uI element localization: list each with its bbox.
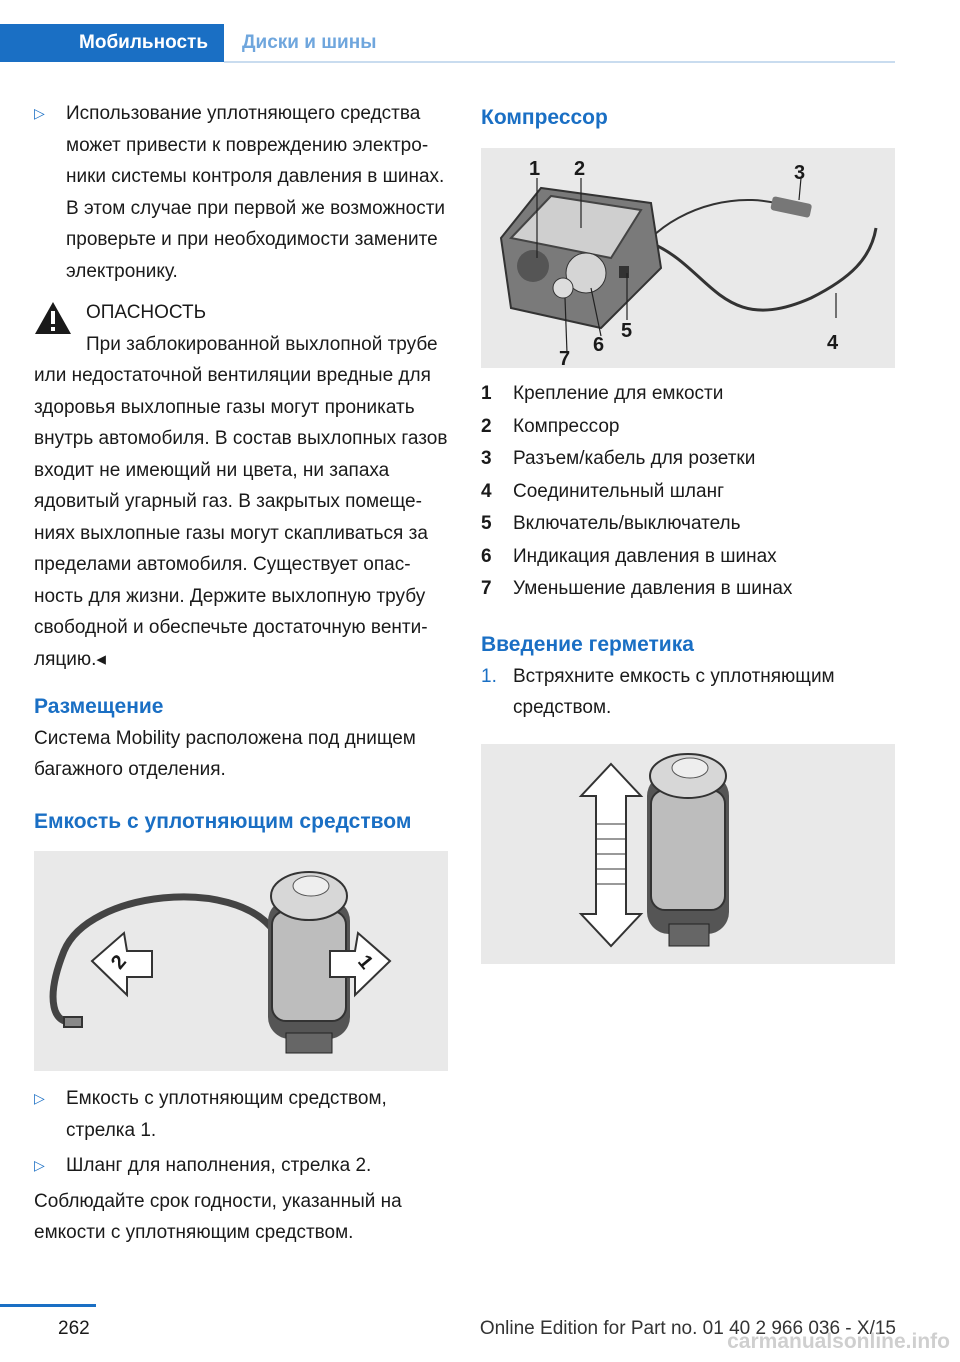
bullet-text: Емкость с уплотняющим средством, стрелка 1.	[66, 1088, 387, 1141]
compressor-figure	[481, 148, 895, 368]
arrow-label-2: 2	[106, 950, 131, 974]
sealant-container-illustration	[34, 851, 448, 1071]
triangle-bullet-icon: ▷	[34, 1157, 45, 1173]
legend-row: 2 Компрессор	[481, 415, 620, 437]
legend-row: 6 Индикация давления в шинах	[481, 545, 777, 567]
warning-block	[34, 297, 448, 675]
edition-text: Online Edition for Part no. 01 40 2 966 036 - X/15	[479, 1318, 896, 1339]
callout-label-3: 3	[794, 161, 806, 184]
callout-label-4: 4	[827, 331, 839, 354]
bullet-text: Использование уплотняющего средства может привести к повреждению электроники системы контроля давления в шинах. В этом случае при первой же возможности проверьте и при необходимости замените электронику.	[66, 103, 446, 282]
sealant-heading: Введение герметика	[481, 633, 694, 656]
header-tab-mobility[interactable]: Мобильность	[0, 24, 224, 62]
legend-row: 1 Крепление для емкости	[481, 383, 724, 404]
placement-text: Система Mobility расположена под днищем багажного отделения.	[34, 727, 416, 780]
legend-row: 5 Включатель/выключатель	[481, 513, 741, 534]
page-number: 262	[58, 1318, 90, 1339]
callout-label-6: 6	[593, 333, 605, 356]
triangle-bullet-icon: ▷	[34, 105, 45, 121]
callout-label-7: 7	[559, 347, 571, 368]
left-column	[34, 98, 448, 1249]
warning-text: При заблокированной выхлопной трубе или недостаточной вентиляции вредные для здоровья выхлопные газы могут проникать внутрь автомобиля. В состав выхлопных газов входит не имеющий ни цвета, ни запаха ядовитый угарный газ. В закрытых помещениях выхлопные газы могут скапливаться за пределами автомобиля. Существует опасность для жизни. Держите выхлопную трубу свободной и обеспечьте достаточную вентиляцию.◂	[34, 333, 448, 670]
triangle-bullet-icon: ▷	[34, 1090, 45, 1106]
watermark: carmanualsonline.info	[727, 1330, 950, 1353]
bullet-item	[34, 1150, 448, 1182]
step-item	[481, 661, 895, 724]
shake-illustration	[481, 744, 895, 964]
step-text: Встряхните емкость с уплотняющим средством.	[513, 665, 835, 718]
compressor-legend	[481, 378, 895, 606]
bullet-text: Шланг для наполнения, стрелка 2.	[66, 1155, 372, 1176]
bullet-item	[34, 98, 448, 287]
compressor-heading: Компрессор	[481, 106, 608, 129]
shake-container-figure	[481, 744, 895, 964]
container-heading: Емкость с уплотняющим средством	[34, 809, 412, 833]
header-tab-wheels-tires[interactable]: Диски и шины	[242, 32, 377, 53]
legend-row: 4 Соединительный шланг	[481, 480, 725, 502]
expiry-text: Соблюдайте срок годности, указанный на емкости с уплотняющим средством.	[34, 1190, 402, 1243]
sealant-container-figure	[34, 851, 448, 1071]
bullet-item	[34, 1083, 448, 1146]
right-column	[481, 98, 895, 964]
legend-row: 7 Уменьшение давления в шинах	[481, 578, 793, 599]
step-number: 1.	[481, 665, 497, 687]
warning-triangle-icon	[34, 301, 72, 335]
arrow-label-1: 1	[353, 950, 378, 974]
legend-row: 3 Разъем/кабель для розетки	[481, 448, 756, 469]
warning-title: ОПАСНОСТЬ	[86, 302, 207, 323]
callout-label-1: 1	[529, 157, 541, 180]
placement-heading: Размещение	[34, 695, 164, 718]
header-rule	[224, 61, 895, 63]
page-number-rule	[0, 1304, 96, 1307]
callout-label-5: 5	[621, 319, 633, 342]
callout-label-2: 2	[574, 157, 586, 180]
